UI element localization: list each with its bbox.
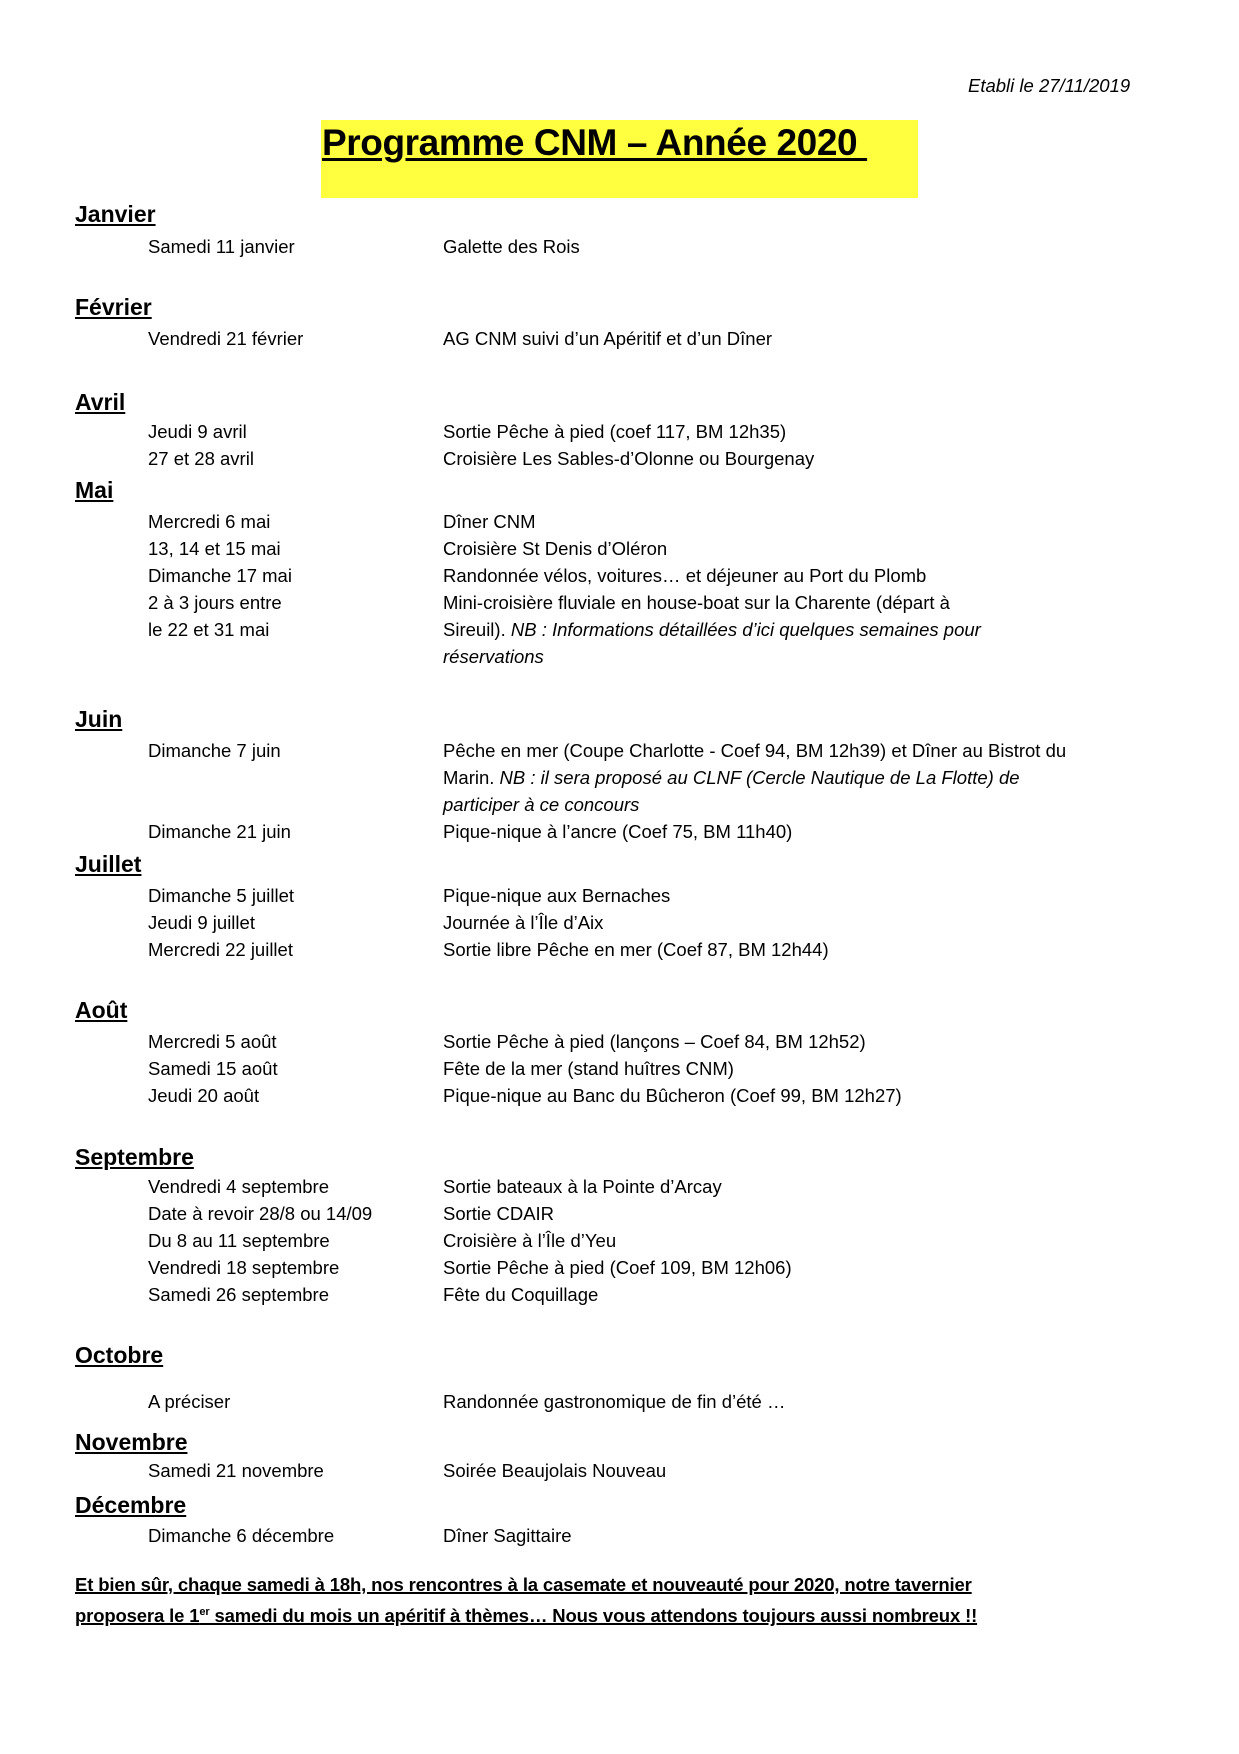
event-date: Dimanche 7 juin xyxy=(148,740,281,761)
event-text: Dîner CNM xyxy=(443,511,536,532)
established-date: Etabli le 27/11/2019 xyxy=(968,75,1131,96)
event-text: Randonnée vélos, voitures… et déjeuner au Port du Plomb xyxy=(443,565,927,586)
event-date: Mercredi 5 août xyxy=(148,1031,277,1052)
event-date: Du 8 au 11 septembre xyxy=(148,1230,330,1251)
event-description xyxy=(443,1082,902,1109)
event-text: Mini-croisière fluviale en house-boat sur la Charente (départ à xyxy=(443,592,950,613)
event-date: 27 et 28 avril xyxy=(148,448,254,469)
event-text: Fête du Coquillage xyxy=(443,1284,599,1305)
month-heading: Janvier xyxy=(75,201,156,227)
event-description xyxy=(443,1200,554,1227)
event-date: Vendredi 21 février xyxy=(148,328,304,349)
event-description xyxy=(443,535,667,562)
event-description xyxy=(443,233,580,260)
event-description xyxy=(443,1522,572,1549)
event-description xyxy=(443,562,926,589)
event-text: Sortie Pêche à pied (coef 117, BM 12h35) xyxy=(443,421,787,442)
event-description xyxy=(443,418,786,445)
event-date: Dimanche 17 mai xyxy=(148,565,292,586)
event-description xyxy=(443,1028,866,1055)
event-text: Pique-nique à l’ancre (Coef 75, BM 11h40) xyxy=(443,821,793,842)
footer-line-1: Et bien sûr, chaque samedi à 18h, nos rencontres à la casemate et nouveauté pour 2020, notre tavernier xyxy=(75,1574,972,1595)
footer-line-2-end: samedi du mois un apéritif à thèmes… Nous vous attendons toujours aussi nombreux !! xyxy=(209,1605,978,1626)
event-description xyxy=(443,909,603,936)
event-text: Pique-nique au Banc du Bûcheron (Coef 99, BM 12h27) xyxy=(443,1085,902,1106)
event-description xyxy=(443,1055,734,1082)
event-date: Jeudi 9 avril xyxy=(148,421,247,442)
month-heading: Février xyxy=(75,294,152,320)
event-text: Sortie Pêche à pied (lançons – Coef 84, BM 12h52) xyxy=(443,1031,866,1052)
event-text: Sortie Pêche à pied (Coef 109, BM 12h06) xyxy=(443,1257,792,1278)
event-date: Mercredi 22 juillet xyxy=(148,939,293,960)
event-date: Jeudi 9 juillet xyxy=(148,912,255,933)
month-heading: Juillet xyxy=(75,851,142,877)
event-date: le 22 et 31 mai xyxy=(148,619,270,640)
event-date: Mercredi 6 mai xyxy=(148,511,271,532)
event-note: participer à ce concours xyxy=(443,794,640,815)
event-description xyxy=(443,882,670,909)
event-description xyxy=(443,589,950,616)
event-text: AG CNM suivi d’un Apéritif et d’un Dîner xyxy=(443,328,773,349)
event-date: Samedi 26 septembre xyxy=(148,1284,329,1305)
event-description xyxy=(443,1388,786,1415)
event-text: Soirée Beaujolais Nouveau xyxy=(443,1460,667,1481)
event-text: Sortie bateaux à la Pointe d’Arcay xyxy=(443,1176,722,1197)
event-text: Dîner Sagittaire xyxy=(443,1525,572,1546)
event-text: Marin. xyxy=(443,767,500,788)
event-description xyxy=(443,1227,616,1254)
event-description xyxy=(443,764,1020,791)
event-text: Journée à l’Île d’Aix xyxy=(443,912,604,933)
footer-line-2-start: proposera le 1 xyxy=(75,1605,200,1626)
month-heading: Avril xyxy=(75,389,126,415)
event-description xyxy=(443,616,981,643)
month-heading: Décembre xyxy=(75,1492,187,1518)
event-date: Vendredi 18 septembre xyxy=(148,1257,340,1278)
page-title: Programme CNM – Année 2020 xyxy=(322,122,868,163)
event-note: NB : Informations détaillées d’ici quelques semaines pour xyxy=(510,619,981,640)
event-text: Galette des Rois xyxy=(443,236,580,257)
event-date: Jeudi 20 août xyxy=(148,1085,260,1106)
event-note: réservations xyxy=(443,646,544,667)
event-text: Sortie CDAIR xyxy=(443,1203,555,1224)
event-text: Croisière Les Sables-d’Olonne ou Bourgenay xyxy=(443,448,815,469)
event-date: 13, 14 et 15 mai xyxy=(148,538,281,559)
event-date: Samedi 21 novembre xyxy=(148,1460,324,1481)
event-text: Fête de la mer (stand huîtres CNM) xyxy=(443,1058,734,1079)
month-heading: Septembre xyxy=(75,1144,194,1170)
event-date: A préciser xyxy=(148,1391,231,1412)
event-text: Sireuil). xyxy=(443,619,511,640)
event-description xyxy=(443,508,536,535)
event-text: Croisière à l’Île d’Yeu xyxy=(443,1230,617,1251)
event-date: Samedi 11 janvier xyxy=(148,236,295,257)
event-date: Dimanche 5 juillet xyxy=(148,885,295,906)
event-date: Samedi 15 août xyxy=(148,1058,278,1079)
event-description xyxy=(443,325,772,352)
event-description xyxy=(443,643,544,670)
footer-line-2 xyxy=(75,1600,977,1631)
event-description xyxy=(443,1457,666,1484)
event-text: Pêche en mer (Coupe Charlotte - Coef 94, BM 12h39) et Dîner au Bistrot du xyxy=(443,740,1067,761)
event-description xyxy=(443,1173,722,1200)
month-heading: Mai xyxy=(75,477,114,503)
event-description xyxy=(443,791,639,818)
month-heading: Octobre xyxy=(75,1342,164,1368)
month-heading: Novembre xyxy=(75,1429,188,1455)
event-date: Date à revoir 28/8 ou 14/09 xyxy=(148,1203,373,1224)
event-text: Croisière St Denis d’Oléron xyxy=(443,538,668,559)
event-text: Randonnée gastronomique de fin d’été … xyxy=(443,1391,786,1412)
event-description xyxy=(443,1281,598,1308)
event-description xyxy=(443,1254,792,1281)
footer-superscript: er xyxy=(199,1605,210,1618)
event-description xyxy=(443,936,829,963)
event-description xyxy=(443,737,1066,764)
month-heading: Juin xyxy=(75,706,123,732)
event-date: Dimanche 6 décembre xyxy=(148,1525,335,1546)
event-date: 2 à 3 jours entre xyxy=(148,592,282,613)
event-description xyxy=(443,818,792,845)
event-text: Pique-nique aux Bernaches xyxy=(443,885,671,906)
month-heading: Août xyxy=(75,997,128,1023)
event-text: Sortie libre Pêche en mer (Coef 87, BM 12h44) xyxy=(443,939,829,960)
event-description xyxy=(443,445,814,472)
event-date: Dimanche 21 juin xyxy=(148,821,291,842)
event-note: NB : il sera proposé au CLNF (Cercle Nautique de La Flotte) de xyxy=(499,767,1020,788)
event-date: Vendredi 4 septembre xyxy=(148,1176,330,1197)
